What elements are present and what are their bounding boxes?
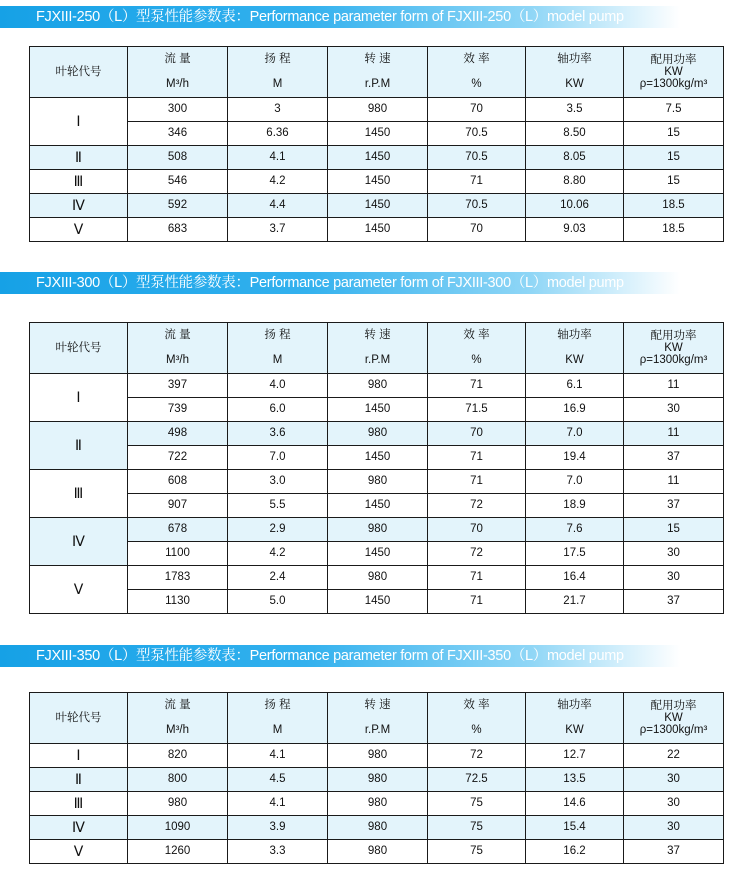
header-speed [328,693,428,744]
table-cell: 10.06 [526,194,624,218]
table-cell: 1450 [328,146,428,170]
table-row [30,768,724,792]
table-cell: 18.5 [624,218,724,242]
header-unit: KW [565,78,584,90]
table-cell: 75 [428,840,526,864]
impeller-code: Ⅴ [30,218,128,242]
impeller-code: Ⅰ [30,744,128,768]
table-cell: 1450 [328,590,428,614]
table-title: FJXIII-250（L）型泵性能参数表：Performance parameter form of FJXIII-250（L）model pump [36,9,624,25]
table-cell: 1450 [328,542,428,566]
header-label: 转 速 [364,329,391,341]
table-cell: 678 [128,518,228,542]
header-efficiency [428,323,526,374]
table-cell: 72 [428,542,526,566]
table-cell: 71 [428,566,526,590]
table-row [30,194,724,218]
header-flow [128,47,228,98]
table-title: FJXIII-300（L）型泵性能参数表：Performance parameter form of FJXIII-300（L）model pump [36,275,624,291]
header-head [228,47,328,98]
table-cell: 980 [328,422,428,446]
table-row [30,398,724,422]
table-cell: 3.3 [228,840,328,864]
table-cell: 4.1 [228,744,328,768]
table-cell: 37 [624,590,724,614]
header-head [228,323,328,374]
table-title: FJXIII-350（L）型泵性能参数表：Performance parameter form of FJXIII-350（L）model pump [36,648,624,664]
table-cell: 980 [328,792,428,816]
header-label: 效 率 [463,329,490,341]
table-cell: 71.5 [428,398,526,422]
impeller-code: Ⅱ [30,146,128,170]
table-cell: 1450 [328,398,428,422]
header-label: 效 率 [463,699,490,711]
table-row [30,170,724,194]
table-cell: 980 [328,816,428,840]
table-cell: 15 [624,122,724,146]
header-label: 扬 程 [264,699,291,711]
header-shaft-power [526,323,624,374]
header-label: 轴功率 [557,699,592,711]
header-density: ρ=1300kg/m³ [639,724,708,736]
header-label: 轴功率 [557,53,592,65]
header-head [228,693,328,744]
impeller-code: Ⅳ [30,518,128,566]
table-cell: 1130 [128,590,228,614]
table-cell: 508 [128,146,228,170]
header-unit: KW [565,724,584,736]
table-cell: 5.5 [228,494,328,518]
table-cell: 15 [624,518,724,542]
table-cell: 11 [624,470,724,494]
table-cell: 1450 [328,446,428,470]
table-cell: 1450 [328,194,428,218]
header-matched-power [624,693,724,744]
header-unit: M [272,78,283,90]
table-cell: 1450 [328,494,428,518]
header-label: 效 率 [463,53,490,65]
table-cell: 12.7 [526,744,624,768]
header-matched-power [624,47,724,98]
impeller-code: Ⅳ [30,816,128,840]
table-cell: 4.4 [228,194,328,218]
table-cell: 75 [428,792,526,816]
table-cell: 30 [624,816,724,840]
table-cell: 3.7 [228,218,328,242]
table-cell: 9.03 [526,218,624,242]
table-cell: 70 [428,218,526,242]
table-cell: 5.0 [228,590,328,614]
table-cell: 4.1 [228,792,328,816]
table-cell: 70.5 [428,122,526,146]
header-shaft-power [526,47,624,98]
performance-table [29,692,724,864]
table-cell: 4.5 [228,768,328,792]
header-label: 转 速 [364,53,391,65]
table-cell: 1260 [128,840,228,864]
header-speed [328,47,428,98]
table-cell: 7.0 [526,422,624,446]
table-cell: 1450 [328,170,428,194]
header-unit: M³/h [166,354,189,366]
table-cell: 980 [328,374,428,398]
table-cell: 346 [128,122,228,146]
table-cell: 18.5 [624,194,724,218]
table-cell: 907 [128,494,228,518]
table-cell: 980 [328,768,428,792]
table-cell: 592 [128,194,228,218]
table-cell: 71 [428,374,526,398]
header-flow [128,693,228,744]
header-label: 配用功率 [650,330,697,342]
header-efficiency [428,47,526,98]
table-row [30,840,724,864]
table-cell: 70 [428,98,526,122]
table-cell: 72 [428,494,526,518]
table-cell: 71 [428,590,526,614]
header-unit: KW [565,354,584,366]
table-cell: 19.4 [526,446,624,470]
table-cell: 18.9 [526,494,624,518]
header-speed [328,323,428,374]
table-row [30,744,724,768]
table-cell: 739 [128,398,228,422]
table-row [30,518,724,542]
table-cell: 980 [328,744,428,768]
table-cell: 3 [228,98,328,122]
table-cell: 7.5 [624,98,724,122]
table-cell: 1783 [128,566,228,590]
table-cell: 11 [624,374,724,398]
table-cell: 498 [128,422,228,446]
header-row [30,693,724,744]
impeller-code: Ⅲ [30,170,128,194]
title-banner [0,645,680,667]
table-row [30,374,724,398]
table-cell: 30 [624,792,724,816]
header-efficiency [428,693,526,744]
impeller-code: Ⅲ [30,792,128,816]
table-cell: 15 [624,146,724,170]
table-cell: 4.2 [228,170,328,194]
table-cell: 722 [128,446,228,470]
header-label: 转 速 [364,699,391,711]
header-label: 扬 程 [264,53,291,65]
impeller-code: Ⅱ [30,768,128,792]
table-cell: 2.4 [228,566,328,590]
table-row [30,816,724,840]
table-cell: 7.6 [526,518,624,542]
header-density: ρ=1300kg/m³ [639,354,708,366]
header-unit: M [272,354,283,366]
header-unit: M³/h [166,724,189,736]
table-cell: 22 [624,744,724,768]
table-cell: 8.05 [526,146,624,170]
table-cell: 8.50 [526,122,624,146]
header-label: 扬 程 [264,329,291,341]
impeller-code: Ⅰ [30,98,128,146]
header-density: ρ=1300kg/m³ [639,78,708,90]
table-cell: 980 [328,840,428,864]
table-cell: 71 [428,470,526,494]
table-cell: 2.9 [228,518,328,542]
header-row [30,323,724,374]
table-cell: 1450 [328,218,428,242]
header-row [30,47,724,98]
table-cell: 3.6 [228,422,328,446]
header-unit: M [272,724,283,736]
impeller-code: Ⅴ [30,840,128,864]
impeller-code: Ⅲ [30,470,128,518]
header-unit: r.P.M [364,354,391,366]
table-cell: 11 [624,422,724,446]
table-cell: 1450 [328,122,428,146]
table-row [30,792,724,816]
table-cell: 15 [624,170,724,194]
header-unit: % [471,78,482,90]
header-impeller: 叶轮代号 [30,47,128,98]
table-cell: 800 [128,768,228,792]
table-cell: 72 [428,744,526,768]
table-cell: 71 [428,446,526,470]
title-banner [0,6,680,28]
impeller-code: Ⅰ [30,374,128,422]
header-unit: KW [664,712,683,724]
table-cell: 8.80 [526,170,624,194]
impeller-code: Ⅱ [30,422,128,470]
table-cell: 30 [624,398,724,422]
table-cell: 608 [128,470,228,494]
table-cell: 30 [624,768,724,792]
table-row [30,98,724,122]
table-cell: 16.2 [526,840,624,864]
header-unit: % [471,724,482,736]
table-cell: 14.6 [526,792,624,816]
header-unit: r.P.M [364,724,391,736]
table-cell: 3.0 [228,470,328,494]
header-unit: % [471,354,482,366]
table-row [30,122,724,146]
table-cell: 17.5 [526,542,624,566]
header-impeller: 叶轮代号 [30,693,128,744]
table-row [30,542,724,566]
table-cell: 980 [328,566,428,590]
table-cell: 70.5 [428,194,526,218]
header-unit: M³/h [166,78,189,90]
table-cell: 70 [428,518,526,542]
table-cell: 75 [428,816,526,840]
performance-table [29,322,724,614]
performance-table [29,46,724,242]
header-unit: r.P.M [364,78,391,90]
title-banner [0,272,680,294]
table-cell: 980 [328,98,428,122]
impeller-code: Ⅴ [30,566,128,614]
table-cell: 300 [128,98,228,122]
table-cell: 7.0 [526,470,624,494]
table-cell: 37 [624,446,724,470]
table-row [30,218,724,242]
table-cell: 4.1 [228,146,328,170]
table-cell: 1100 [128,542,228,566]
table-cell: 546 [128,170,228,194]
table-row [30,590,724,614]
table-cell: 683 [128,218,228,242]
table-cell: 1090 [128,816,228,840]
table-cell: 397 [128,374,228,398]
header-unit: KW [664,342,683,354]
header-label: 配用功率 [650,700,697,712]
table-cell: 15.4 [526,816,624,840]
table-cell: 3.9 [228,816,328,840]
table-row [30,146,724,170]
table-row [30,446,724,470]
header-label: 流 量 [164,329,191,341]
header-label: 轴功率 [557,329,592,341]
table-cell: 820 [128,744,228,768]
table-cell: 980 [328,470,428,494]
table-cell: 4.2 [228,542,328,566]
table-cell: 70.5 [428,146,526,170]
table-cell: 16.9 [526,398,624,422]
header-matched-power [624,323,724,374]
table-row [30,422,724,446]
header-label: 流 量 [164,699,191,711]
table-cell: 6.1 [526,374,624,398]
table-cell: 21.7 [526,590,624,614]
table-cell: 37 [624,494,724,518]
table-cell: 13.5 [526,768,624,792]
table-cell: 3.5 [526,98,624,122]
table-row [30,494,724,518]
table-cell: 70 [428,422,526,446]
table-cell: 71 [428,170,526,194]
table-cell: 980 [328,518,428,542]
header-label: 流 量 [164,53,191,65]
table-cell: 16.4 [526,566,624,590]
table-cell: 37 [624,840,724,864]
header-flow [128,323,228,374]
table-cell: 980 [128,792,228,816]
table-cell: 72.5 [428,768,526,792]
table-cell: 30 [624,542,724,566]
table-cell: 7.0 [228,446,328,470]
header-label: 配用功率 [650,54,697,66]
header-impeller: 叶轮代号 [30,323,128,374]
table-row [30,566,724,590]
table-cell: 30 [624,566,724,590]
table-cell: 4.0 [228,374,328,398]
impeller-code: Ⅳ [30,194,128,218]
header-unit: KW [664,66,683,78]
table-cell: 6.0 [228,398,328,422]
header-shaft-power [526,693,624,744]
table-row [30,470,724,494]
table-cell: 6.36 [228,122,328,146]
